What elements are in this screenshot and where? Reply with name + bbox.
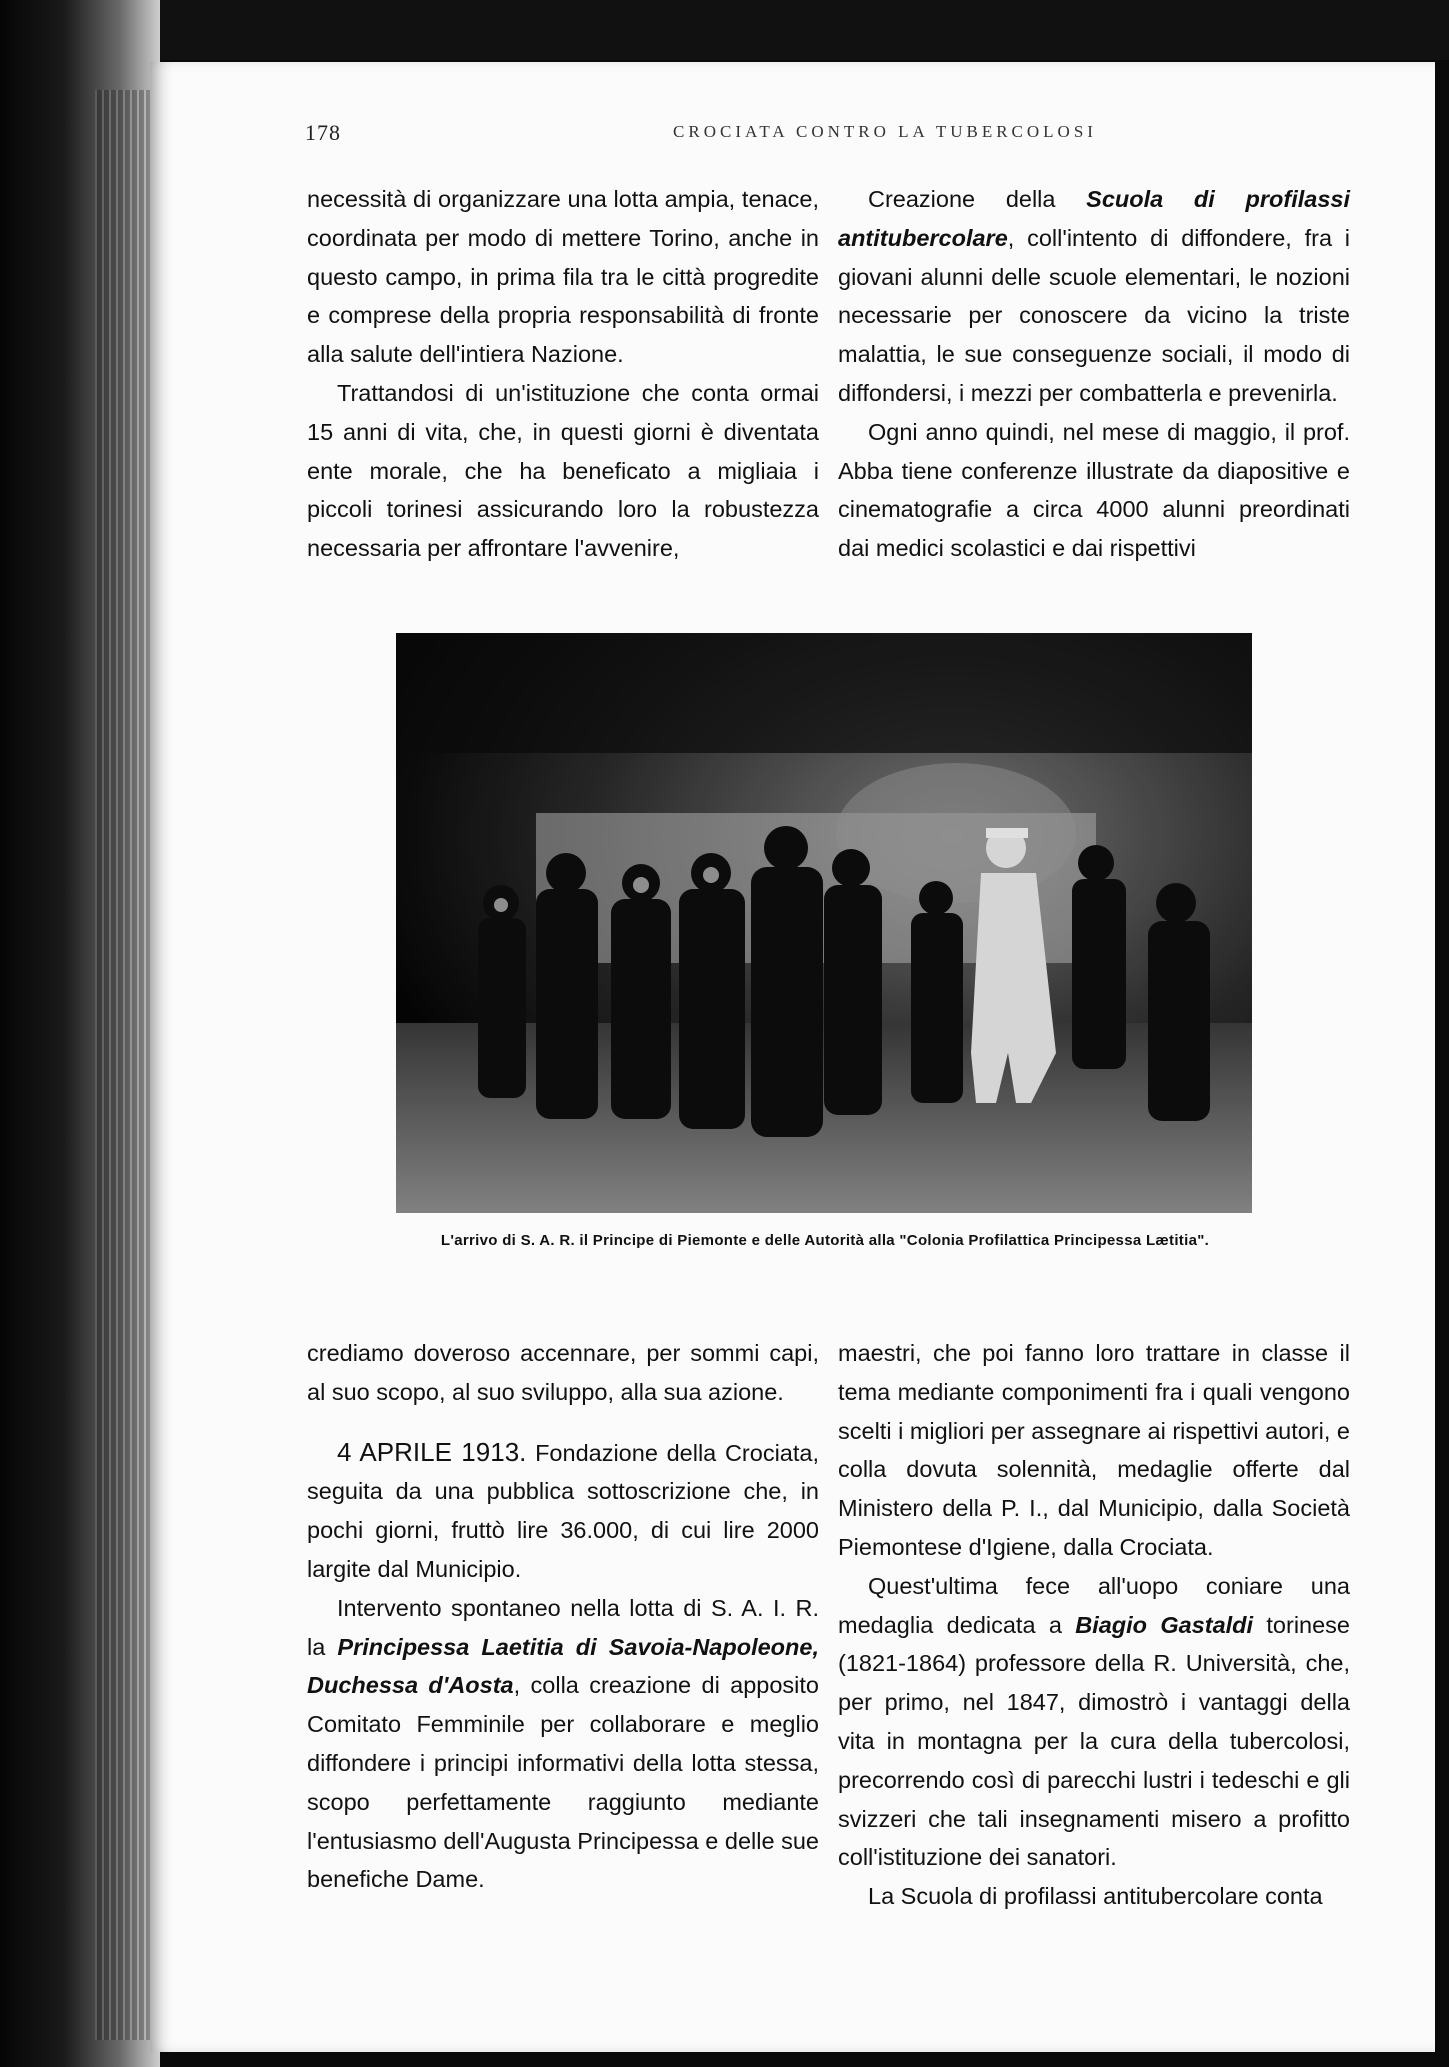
historical-photograph: [396, 633, 1252, 1213]
text-run: Intervento spontaneo nella lotta di S. A. I. R. la: [307, 1594, 819, 1660]
person-name-italic: Biagio Gastaldi: [1075, 1611, 1254, 1638]
lower-right-column: [838, 1334, 1350, 1916]
photo-caption: L'arrivo di S. A. R. il Principe di Piemonte e delle Autorità alla "Colonia Profilattica Principessa Lætitia".: [440, 1232, 1210, 1249]
text-run: Fondazione della Crociata, seguita da una pubblica sottoscrizione che, in pochi giorni, fruttò lire 36.000, di cui lire 2000 largite dal Municipio.: [307, 1439, 819, 1582]
page-number: 178: [305, 120, 341, 145]
paragraph: [307, 1433, 819, 1589]
paragraph: La Scuola di profilassi antitubercolare conta: [868, 1883, 1323, 1910]
date-heading: 4 APRILE 1913.: [337, 1436, 527, 1467]
upper-left-column: [307, 180, 819, 568]
paragraph: Trattandosi di un'istituzione che conta ormai 15 anni di vita, che, in questi giorni è diventata ente morale, che ha beneficato a migliaia i piccoli torinesi assicurando loro la robustezza necessaria per affrontare l'avvenire,: [307, 379, 819, 562]
scan-border-top: [0, 0, 1449, 60]
text-run: torinese (1821-1864) professore della R. Università, che, per primo, nel 1847, dimostrò i vantaggi della vita in montagna per la cura della tubercolosi, precorrendo così di parecchi lustri i tedeschi e gli svizzeri che tali insegnamenti misero a profitto coll'istituzione dei sanatori.: [838, 1611, 1350, 1871]
paragraph: [307, 1589, 819, 1899]
book-binding-edge: [95, 90, 155, 2040]
paragraph: crediamo doveroso accennare, per sommi capi, al suo scopo, al suo sviluppo, alla sua azione.: [307, 1340, 819, 1405]
school-name-italic: Scuola di profilassi antitubercolare: [838, 186, 1350, 251]
running-title: CROCIATA CONTRO LA TUBERCOLOSI: [673, 122, 1097, 141]
text-run: , colla creazione di apposito Comitato Femminile per collaborare e meglio diffondere i principi informativi della lotta stessa, scopo perfettamente raggiunto mediante l'entusiasmo dell'Augusta Principessa e delle sue benefiche Dame.: [307, 1672, 819, 1893]
paragraph: Ogni anno quindi, nel mese di maggio, il prof. Abba tiene conferenze illustrate da diapositive e cinematografie a circa 4000 alunni preordinati dai medici scolastici e dai rispettivi: [838, 418, 1350, 562]
lower-left-column: [307, 1334, 819, 1899]
photo-illustration: [396, 633, 1252, 1213]
princess-name-italic: Principessa Laetitia di Savoia-Napoleone, Duchessa d'Aosta: [307, 1633, 819, 1699]
running-head: [305, 120, 1449, 156]
text-run: Creazione della: [868, 186, 1087, 212]
paragraph: [838, 180, 1350, 413]
text-run: , coll'intento di diffondere, fra i giovani alunni delle scuole elementari, le nozioni necessarie per conoscere da vicino la triste malattia, le sue conseguenze sociali, il modo di diffondersi, i mezzi per combatterla e prevenirla.: [838, 224, 1350, 406]
text-run: Quest'ultima fece all'uopo coniare una medaglia dedicata a: [838, 1572, 1350, 1638]
paragraph: maestri, che poi fanno loro trattare in classe il tema mediante componimenti fra i quali vengono scelti i migliori per assegnare ai rispettivi autori, e colla dovuta solennità, medaglie offerte dal Ministero della P. I., dal Municipio, dalla Società Piemontese d'Igiene, dalla Crociata.: [838, 1340, 1350, 1560]
paragraph: [838, 1567, 1350, 1877]
upper-right-column: [838, 180, 1350, 568]
paragraph: necessità di organizzare una lotta ampia, tenace, coordinata per modo di mettere Torino, anche in questo campo, in prima fila tra le città progredite e comprese della propria responsabilità di fronte alla salute dell'intiera Nazione.: [307, 186, 819, 368]
